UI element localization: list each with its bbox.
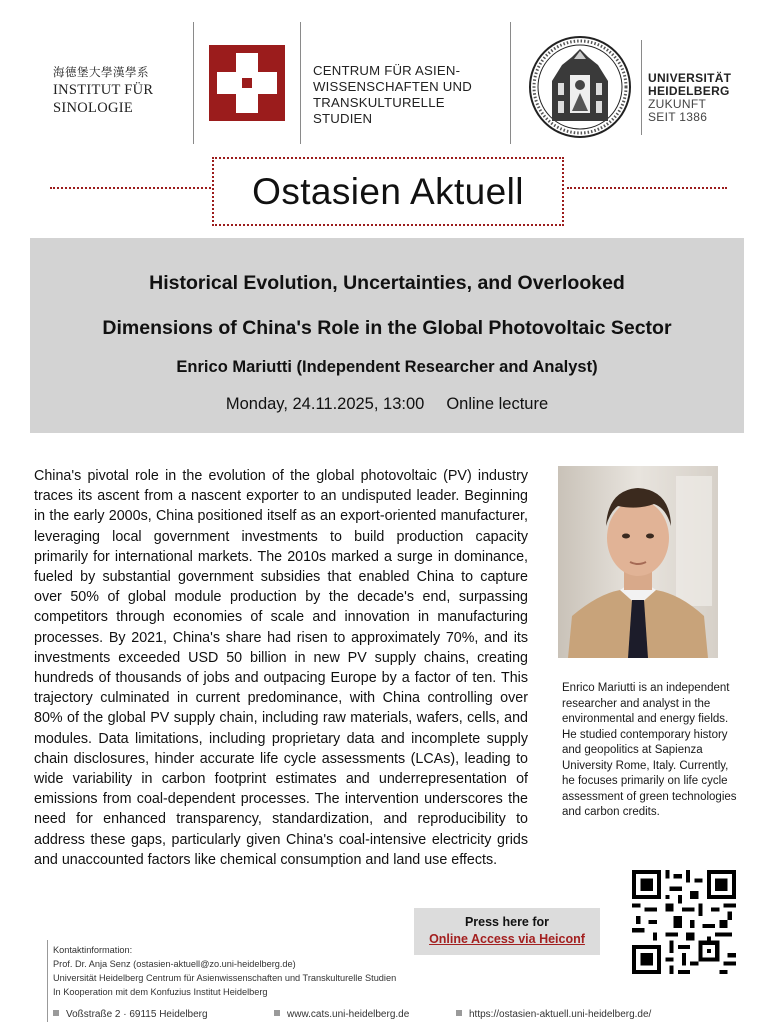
- footer-address: [53, 1009, 208, 1020]
- address-text: Voßstraße 2 · 69115 Heidelberg: [66, 1009, 208, 1020]
- contact-info: [53, 943, 396, 999]
- online-access-link[interactable]: Online Access via Heiconf: [429, 932, 585, 946]
- qr-code[interactable]: [632, 870, 736, 974]
- uni-name-line2: HEIDELBERG: [648, 84, 730, 98]
- series-url-link[interactable]: https://ostasien-aktuell.uni-heidelberg.de/: [469, 1009, 652, 1020]
- header-divider: [510, 22, 511, 144]
- access-button-label: Press here for: [464, 915, 550, 929]
- footer-website[interactable]: [274, 1009, 409, 1020]
- title-dotted-line-left: [50, 187, 211, 189]
- uni-name-line1: UNIVERSITÄT: [648, 71, 732, 85]
- cooperation-note: In Kooperation mit dem Konfuzius Institut Heidelberg: [53, 987, 268, 997]
- cats-cross-logo: [209, 45, 285, 121]
- online-access-button[interactable]: [414, 908, 600, 955]
- sinology-name-line2: SINOLOGIE: [53, 100, 134, 116]
- lecture-datetime: [30, 395, 744, 414]
- lecture-title-line2: Dimensions of China's Role in the Global Photovoltaic Sector: [102, 317, 672, 339]
- footer-series-url[interactable]: [456, 1009, 651, 1020]
- bullet-square-icon: [274, 1010, 280, 1016]
- footer-divider: [47, 940, 48, 1022]
- university-seal-icon: [528, 35, 632, 139]
- header-divider: [300, 22, 301, 144]
- contact-person[interactable]: Prof. Dr. Anja Senz (ostasien-aktuell@zo.uni-heidelberg.de): [53, 959, 296, 969]
- cats-name-line3: TRANSKULTURELLE STUDIEN: [313, 95, 445, 126]
- website-link[interactable]: www.cats.uni-heidelberg.de: [287, 1009, 410, 1020]
- header-divider: [641, 40, 642, 135]
- title-dotted-line-right: [567, 187, 727, 189]
- lecture-date: Monday, 24.11.2025, 13:00: [225, 395, 425, 413]
- series-title: Ostasien Aktuell: [212, 157, 564, 226]
- university-name: [648, 72, 758, 124]
- bullet-square-icon: [53, 1010, 59, 1016]
- cats-name-line1: CENTRUM FÜR ASIEN-: [313, 63, 461, 78]
- header-divider: [193, 22, 194, 144]
- contact-label: Kontaktinformation:: [53, 945, 133, 955]
- uni-name-line3: ZUKUNFT: [648, 97, 707, 111]
- uni-name-line4: SEIT 1386: [648, 110, 708, 124]
- cats-name: [313, 63, 503, 127]
- lecture-abstract: China's pivotal role in the evolution of the global photovoltaic (PV) industry traces its ascent from a nascent exporter to an undisputed leader. Beginning in the early 2000s, China positioned itself as an export-oriented manufacturer, leveraging local government investments to build production capacity primarily for international markets. The 2010s marked a surge in dominance, fueled by substantial government subsidies that enabled China to capture over 50% of global module production by the decade's end, surpassing competitors through economies of scale and innovation in manufacturing processes. By 2021, China's share had risen to approximately 70%, and its investments exceeded USD 50 billion in new PV supply chains, creating hundreds of thousands of jobs and outpacing Europe by a factor of ten. This trajectory culminated in current predominance, with China controlling over 80% of the global PV supply chain, including raw materials, wafers, cells, and modules. Data limitations, including proprietary data and incomplete supply chain disclosures, hinder accurate life cycle assessments (LCAs), leading to wide variability in carbon footprint estimates and underrepresentation of emissions from coal-dependent processes. The intervention underscores the need for enhanced transparency, standardization, and reproducibility to address these gaps, particularly given China's coal-intensive electricity grids and unaccounted factors like chemical consumption and land use effects.: [34, 468, 528, 868]
- sinology-name-line1: INSTITUT FÜR: [53, 82, 154, 98]
- cats-name-line2: WISSENSCHAFTEN UND: [313, 79, 472, 94]
- sinology-logo: [53, 64, 178, 116]
- speaker-photo: [558, 466, 718, 658]
- bullet-square-icon: [456, 1010, 462, 1016]
- lecture-format: Online lecture: [446, 395, 549, 413]
- speaker-name: Enrico Mariutti (Independent Researcher and Analyst): [176, 358, 598, 376]
- institution-name: Universität Heidelberg Centrum für Asienwissenschaften und Transkulturelle Studien: [53, 973, 397, 983]
- sinology-chinese-name: 海德堡大學漢學系: [53, 65, 149, 79]
- speaker-bio: Enrico Mariutti is an independent researcher and analyst in the environmental and energy fields. He studied contemporary history and geopolitics at Sapienza University Rome, Italy. Currently, he focuses primarily on life cycle assessment of green technologies and carbon credits.: [562, 682, 737, 818]
- lecture-title-line1: Historical Evolution, Uncertainties, and Overlooked: [149, 272, 625, 294]
